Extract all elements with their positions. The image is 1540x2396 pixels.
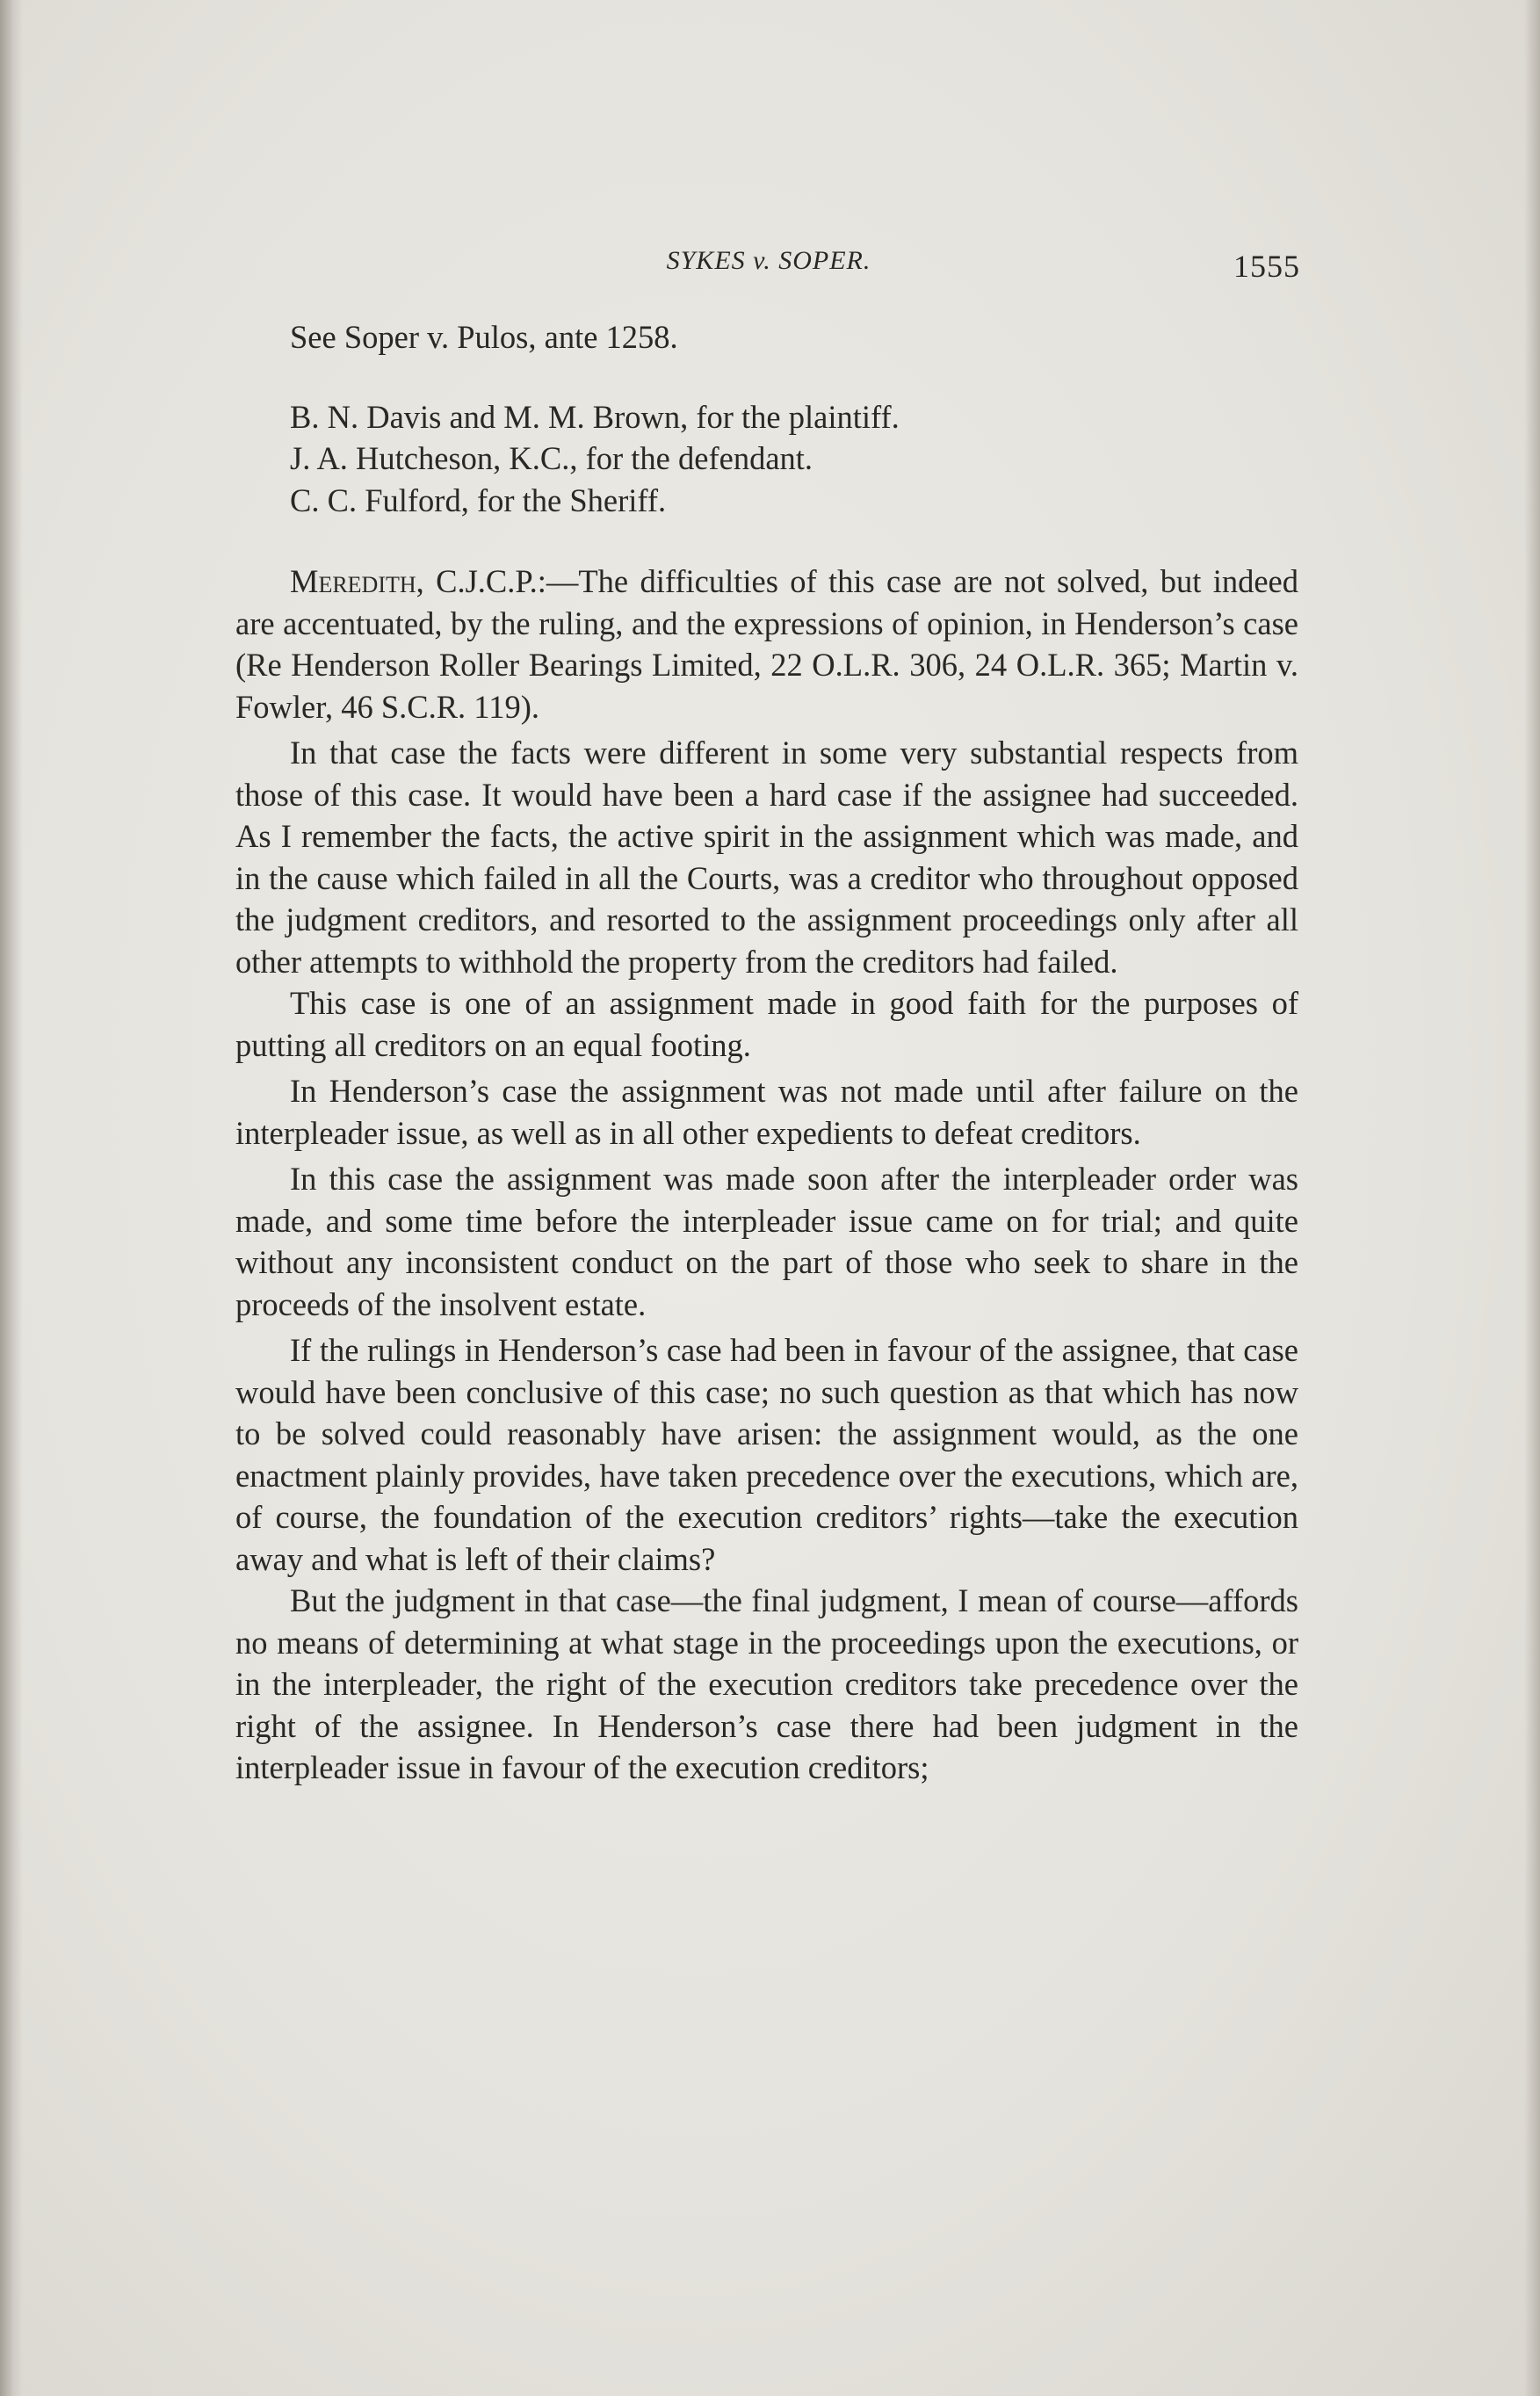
judgment-paragraph: [235, 561, 1298, 727]
judgment-paragraph: In Henderson’s case the assignment was not made until after failure on the interpleader issue, as well as in all other expedients to defeat creditors.: [235, 1073, 1298, 1151]
counsel-line: J. A. Hutcheson, K.C., for the defendant.: [290, 440, 813, 476]
citation-line: See Soper v. Pulos, ante 1258.: [290, 319, 678, 355]
judgment-paragraph: In that case the facts were different in some very substantial respects from those of this case. It would have been a hard case if the assignee had succeeded. As I remember the facts, the active spirit in the assignment which was made, and in the cause which failed in all the Courts, was a creditor who throughout opposed the judgment creditors, and resorted to the assignment proceedings only after all other attempts to withhold the property from the creditors had failed.: [235, 735, 1298, 980]
running-head: [237, 241, 1300, 285]
body-text: [235, 316, 1298, 1789]
counsel-line: C. C. Fulford, for the Sheriff.: [290, 481, 667, 518]
running-title: SYKES v. SOPER.: [666, 246, 871, 275]
judgment-paragraph: If the rulings in Henderson’s case had been in favour of the assignee, that case would have been conclusive of this case; no such question as that which has now to be solved could reasonably have arisen: the assignment would, as the one enactment plainly provides, have taken precedence over the executions, which are, of course, the foundation of the execution creditors’ rights—take the execution away and what is left of their claims?: [235, 1332, 1298, 1577]
judgment-paragraph: This case is one of an assignment made in good faith for the purposes of putting all creditors on an equal footing.: [235, 985, 1298, 1063]
counsel-line: B. N. Davis and M. M. Brown, for the plaintiff.: [290, 398, 900, 435]
judgment-opening-text: :—The difficulties of this case are not solved, but indeed are accentuated, by the ruling, and the expressions of opinion, in Henderson’s case (Re Henderson Roller Bearings Limited, 22 O.L.R. 306, 24 O.L.R. 365; Martin v. Fowler, 46 S.C.R. 119).: [235, 563, 1298, 725]
judge-name: Meredith, C.J.C.P.: [290, 563, 538, 599]
counsel-list: [235, 396, 1298, 522]
judgment-paragraph: In this case the assignment was made soon after the interpleader order was made, and some time before the interpleader issue came on for trial; and quite without any inconsistent conduct on the part of those who seek to share in the proceeds of the insolvent estate.: [235, 1161, 1298, 1322]
judgment-paragraph: But the judgment in that case—the final judgment, I mean of course—affords no means of determining at what stage in the proceedings upon the executions, or in the interpleader, the right of the execution creditors take precedence over the right of the assignee. In Henderson’s case there had been judgment in the interpleader issue in favour of the execution creditors;: [235, 1582, 1298, 1785]
page-number: 1555: [1233, 249, 1300, 284]
page-edge-shadow: [1524, 0, 1540, 2396]
binding-shadow: [0, 0, 23, 2396]
